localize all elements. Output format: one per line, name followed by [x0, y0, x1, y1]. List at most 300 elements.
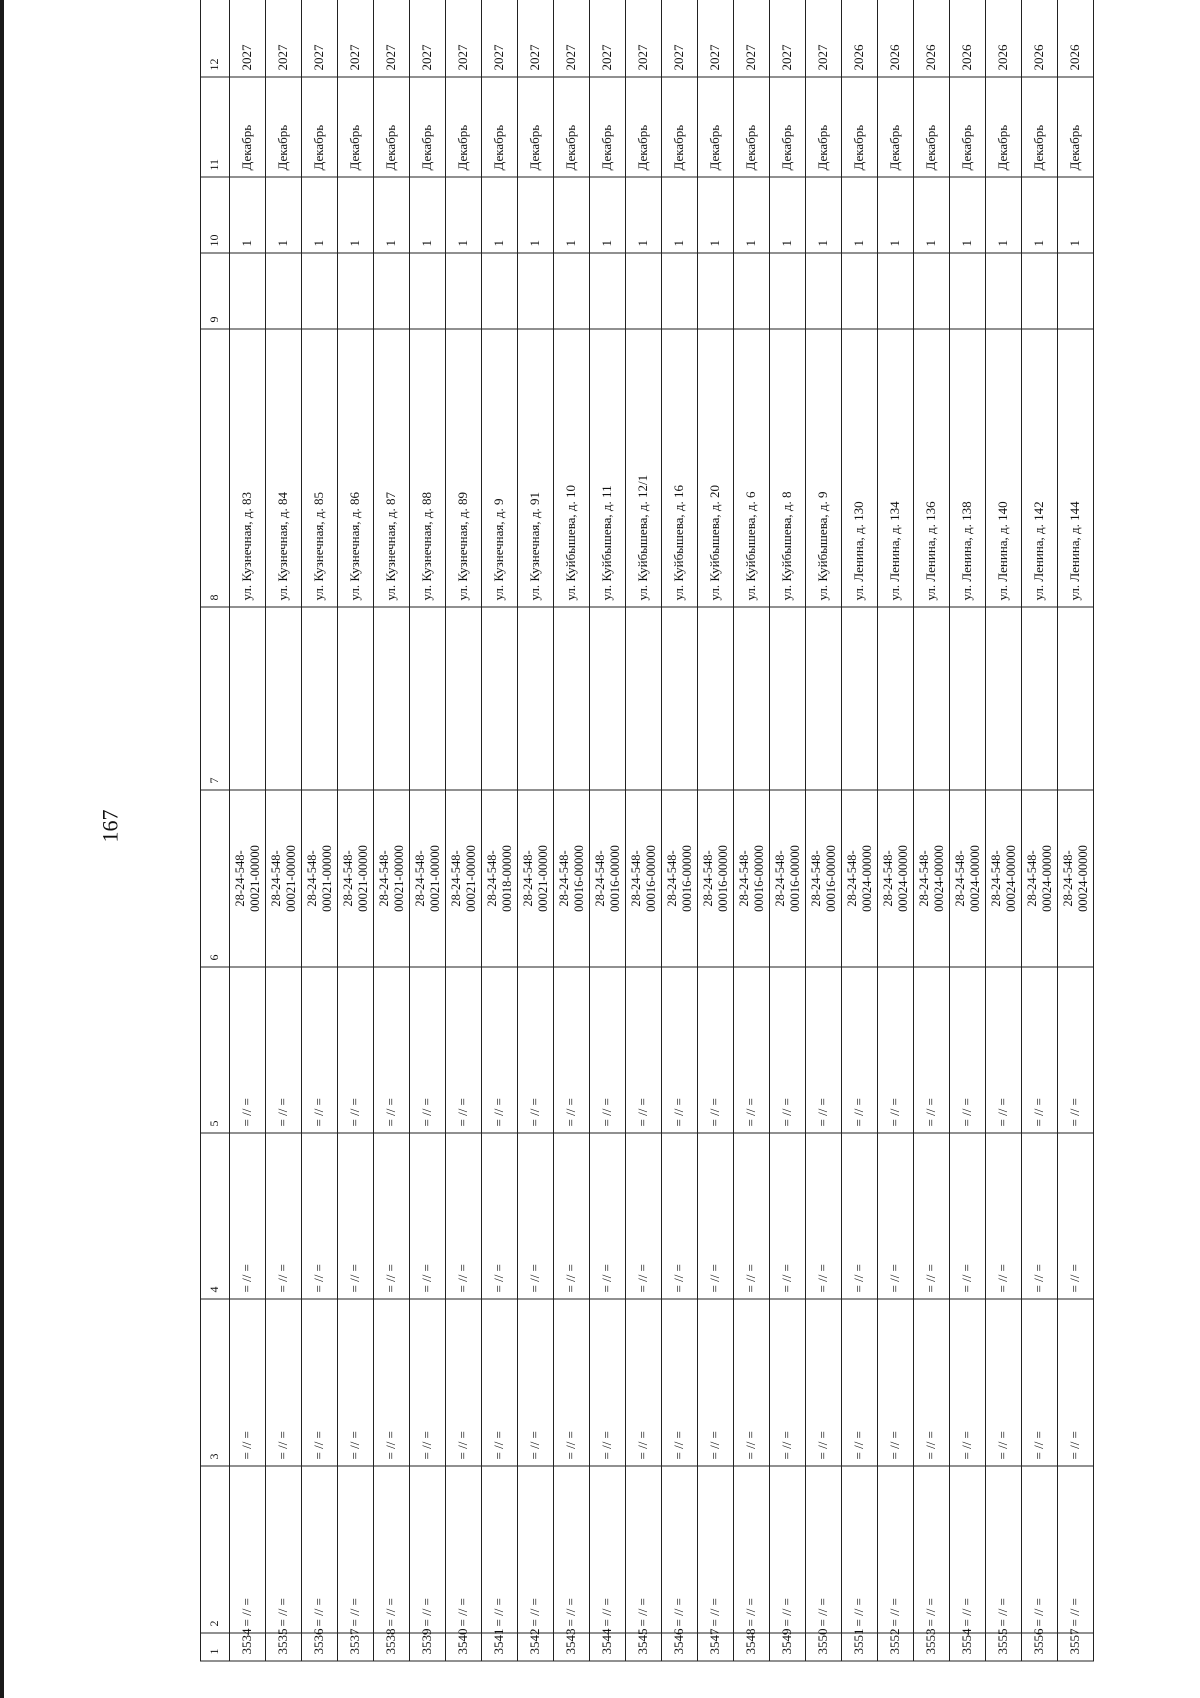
ditto-cell-col5: = // =: [734, 967, 770, 1133]
ditto-cell-col3: = // =: [446, 1299, 482, 1466]
ditto-cell-col2: = // =: [554, 1466, 590, 1633]
ditto-cell-col2: = // =: [302, 1466, 338, 1633]
ditto-cell-col2: = // =: [698, 1466, 734, 1633]
month-cell: Декабрь: [626, 77, 662, 177]
year-cell: 2026: [914, 0, 950, 77]
quantity-cell: 1: [698, 177, 734, 253]
empty-cell-col7: [914, 607, 950, 790]
code-line: 28-24-548-: [449, 850, 464, 907]
row-number-cell: 3538: [374, 1633, 410, 1661]
code-cell: [1058, 790, 1094, 967]
code-cell: [554, 790, 590, 967]
quantity-cell: 1: [986, 177, 1022, 253]
empty-cell-col9: [950, 253, 986, 329]
code-line: 00016-00000: [823, 845, 838, 912]
address-cell: ул. Куйбышева, д. 9: [806, 329, 842, 607]
empty-cell-col7: [338, 607, 374, 790]
quantity-cell: 1: [806, 177, 842, 253]
row-number-cell: 3544: [590, 1633, 626, 1661]
code-line: 00024-00000: [1075, 845, 1090, 912]
code-line: 28-24-548-: [953, 850, 968, 907]
year-cell: 2027: [626, 0, 662, 77]
row-number-cell: 3534: [230, 1633, 266, 1661]
ditto-cell-col2: = // =: [266, 1466, 302, 1633]
column-header-1: 1: [201, 1633, 230, 1661]
address-cell: ул. Ленина, д. 142: [1022, 329, 1058, 607]
ditto-cell-col3: = // =: [482, 1299, 518, 1466]
code-line: 00021-00000: [391, 845, 406, 912]
year-cell: 2027: [482, 0, 518, 77]
column-header-9: 9: [201, 253, 230, 329]
ditto-cell-col2: = // =: [878, 1466, 914, 1633]
month-cell: Декабрь: [950, 77, 986, 177]
quantity-cell: 1: [590, 177, 626, 253]
column-header-8: 8: [201, 329, 230, 607]
ditto-cell-col4: = // =: [806, 1133, 842, 1299]
ditto-cell-col3: = // =: [266, 1299, 302, 1466]
table-row: [842, 0, 878, 1661]
column-header-11: 11: [201, 77, 230, 177]
code-line: 28-24-548-: [737, 850, 752, 907]
address-cell: ул. Ленина, д. 138: [950, 329, 986, 607]
scan-edge: [0, 0, 4, 1698]
code-line: 28-24-548-: [341, 850, 356, 907]
ditto-cell-col2: = // =: [950, 1466, 986, 1633]
table-row: [554, 0, 590, 1661]
code-line: 00021-00000: [355, 845, 370, 912]
empty-cell-col9: [698, 253, 734, 329]
ditto-cell-col2: = // =: [482, 1466, 518, 1633]
code-line: 00016-00000: [751, 845, 766, 912]
ditto-cell-col5: = // =: [446, 967, 482, 1133]
year-cell: 2026: [950, 0, 986, 77]
ditto-cell-col5: = // =: [554, 967, 590, 1133]
page-number: [97, 806, 122, 846]
code-line: 00024-00000: [931, 845, 946, 912]
table-row: [1058, 0, 1094, 1661]
ditto-cell-col3: = // =: [1058, 1299, 1094, 1466]
empty-cell-col9: [878, 253, 914, 329]
year-cell: 2027: [230, 0, 266, 77]
year-cell: 2027: [554, 0, 590, 77]
ditto-cell-col3: = // =: [806, 1299, 842, 1466]
month-cell: Декабрь: [410, 77, 446, 177]
row-number-cell: 3550: [806, 1633, 842, 1661]
ditto-cell-col5: = // =: [698, 967, 734, 1133]
empty-cell-col9: [986, 253, 1022, 329]
code-line: 28-24-548-: [917, 850, 932, 907]
ditto-cell-col2: = // =: [806, 1466, 842, 1633]
quantity-cell: 1: [842, 177, 878, 253]
empty-cell-col7: [878, 607, 914, 790]
ditto-cell-col2: = // =: [986, 1466, 1022, 1633]
month-cell: Декабрь: [302, 77, 338, 177]
month-cell: Декабрь: [662, 77, 698, 177]
ditto-cell-col4: = // =: [230, 1133, 266, 1299]
year-cell: 2027: [410, 0, 446, 77]
table-row: [626, 0, 662, 1661]
empty-cell-col7: [1022, 607, 1058, 790]
table-row: [950, 0, 986, 1661]
code-line: 28-24-548-: [809, 850, 824, 907]
code-line: 28-24-548-: [269, 850, 284, 907]
ditto-cell-col4: = // =: [338, 1133, 374, 1299]
ditto-cell-col4: = // =: [986, 1133, 1022, 1299]
ditto-cell-col5: = // =: [662, 967, 698, 1133]
empty-cell-col9: [806, 253, 842, 329]
table-row: [230, 0, 266, 1661]
table-row: [590, 0, 626, 1661]
year-cell: 2026: [842, 0, 878, 77]
year-cell: 2026: [986, 0, 1022, 77]
empty-cell-col7: [842, 607, 878, 790]
empty-cell-col9: [914, 253, 950, 329]
code-cell: [482, 790, 518, 967]
ditto-cell-col5: = // =: [842, 967, 878, 1133]
ditto-cell-col5: = // =: [1058, 967, 1094, 1133]
ditto-cell-col5: = // =: [518, 967, 554, 1133]
month-cell: Декабрь: [1022, 77, 1058, 177]
month-cell: Декабрь: [806, 77, 842, 177]
ditto-cell-col5: = // =: [770, 967, 806, 1133]
ditto-cell-col5: = // =: [626, 967, 662, 1133]
table-row: [878, 0, 914, 1661]
row-number-cell: 3548: [734, 1633, 770, 1661]
ditto-cell-col3: = // =: [626, 1299, 662, 1466]
address-cell: ул. Кузнечная, д. 89: [446, 329, 482, 607]
ditto-cell-col2: = // =: [626, 1466, 662, 1633]
code-line: 28-24-548-: [485, 850, 500, 907]
quantity-cell: 1: [410, 177, 446, 253]
table-row: [410, 0, 446, 1661]
address-cell: ул. Ленина, д. 130: [842, 329, 878, 607]
row-number-cell: 3553: [914, 1633, 950, 1661]
empty-cell-col7: [1058, 607, 1094, 790]
address-cell: ул. Ленина, д. 144: [1058, 329, 1094, 607]
ditto-cell-col3: = // =: [662, 1299, 698, 1466]
month-cell: Декабрь: [374, 77, 410, 177]
code-cell: [266, 790, 302, 967]
code-line: 28-24-548-: [629, 850, 644, 907]
empty-cell-col7: [230, 607, 266, 790]
row-number-cell: 3547: [698, 1633, 734, 1661]
empty-cell-col9: [662, 253, 698, 329]
ditto-cell-col2: = // =: [518, 1466, 554, 1633]
code-line: 00024-00000: [1039, 845, 1054, 912]
address-cell: ул. Куйбышева, д. 10: [554, 329, 590, 607]
code-cell: [770, 790, 806, 967]
ditto-cell-col2: = // =: [230, 1466, 266, 1633]
code-line: 00016-00000: [787, 845, 802, 912]
year-cell: 2027: [662, 0, 698, 77]
row-number-cell: 3537: [338, 1633, 374, 1661]
column-header-7: 7: [201, 607, 230, 790]
table-row: [518, 0, 554, 1661]
quantity-cell: 1: [554, 177, 590, 253]
code-line: 00021-00000: [247, 845, 262, 912]
address-cell: ул. Куйбышева, д. 12/1: [626, 329, 662, 607]
code-cell: [986, 790, 1022, 967]
empty-cell-col9: [734, 253, 770, 329]
ditto-cell-col2: = // =: [1022, 1466, 1058, 1633]
address-cell: ул. Ленина, д. 136: [914, 329, 950, 607]
empty-cell-col7: [626, 607, 662, 790]
code-cell: [626, 790, 662, 967]
code-line: 28-24-548-: [305, 850, 320, 907]
quantity-cell: 1: [734, 177, 770, 253]
code-line: 00024-00000: [1003, 845, 1018, 912]
code-line: 00021-00000: [319, 845, 334, 912]
ditto-cell-col2: = // =: [734, 1466, 770, 1633]
quantity-cell: 1: [266, 177, 302, 253]
table-header-row: [201, 0, 230, 1661]
empty-cell-col7: [950, 607, 986, 790]
table-row: [986, 0, 1022, 1661]
month-cell: Декабрь: [590, 77, 626, 177]
address-cell: ул. Кузнечная, д. 87: [374, 329, 410, 607]
ditto-cell-col3: = // =: [338, 1299, 374, 1466]
quantity-cell: 1: [518, 177, 554, 253]
page-number-text: 167: [97, 809, 122, 843]
code-line: 28-24-548-: [773, 850, 788, 907]
quantity-cell: 1: [446, 177, 482, 253]
month-cell: Декабрь: [518, 77, 554, 177]
ditto-cell-col2: = // =: [338, 1466, 374, 1633]
empty-cell-col9: [302, 253, 338, 329]
code-line: 00016-00000: [607, 845, 622, 912]
row-number-cell: 3552: [878, 1633, 914, 1661]
empty-cell-col9: [770, 253, 806, 329]
empty-cell-col9: [1058, 253, 1094, 329]
address-cell: ул. Кузнечная, д. 85: [302, 329, 338, 607]
row-number-cell: 3535: [266, 1633, 302, 1661]
empty-cell-col7: [554, 607, 590, 790]
code-cell: [338, 790, 374, 967]
empty-cell-col7: [734, 607, 770, 790]
quantity-cell: 1: [302, 177, 338, 253]
code-line: 00021-00000: [283, 845, 298, 912]
code-line: 00018-00000: [499, 845, 514, 912]
table-row: [806, 0, 842, 1661]
ditto-cell-col4: = // =: [770, 1133, 806, 1299]
code-cell: [1022, 790, 1058, 967]
code-line: 28-24-548-: [881, 850, 896, 907]
month-cell: Декабрь: [482, 77, 518, 177]
year-cell: 2027: [806, 0, 842, 77]
ditto-cell-col3: = // =: [698, 1299, 734, 1466]
document-sheet: [200, 44, 1094, 1655]
quantity-cell: 1: [662, 177, 698, 253]
address-cell: ул. Куйбышева, д. 20: [698, 329, 734, 607]
code-line: 00016-00000: [643, 845, 658, 912]
ditto-cell-col3: = // =: [1022, 1299, 1058, 1466]
row-number-cell: 3556: [1022, 1633, 1058, 1661]
empty-cell-col9: [554, 253, 590, 329]
month-cell: Декабрь: [878, 77, 914, 177]
year-cell: 2027: [770, 0, 806, 77]
code-line: 00016-00000: [715, 845, 730, 912]
ditto-cell-col2: = // =: [446, 1466, 482, 1633]
ditto-cell-col3: = // =: [554, 1299, 590, 1466]
year-cell: 2027: [374, 0, 410, 77]
register-table: [200, 0, 1094, 1662]
code-line: 00021-00000: [463, 845, 478, 912]
table-body: [230, 0, 1094, 1661]
table-row: [446, 0, 482, 1661]
ditto-cell-col4: = // =: [734, 1133, 770, 1299]
ditto-cell-col2: = // =: [374, 1466, 410, 1633]
ditto-cell-col4: = // =: [302, 1133, 338, 1299]
ditto-cell-col3: = // =: [374, 1299, 410, 1466]
code-line: 28-24-548-: [593, 850, 608, 907]
ditto-cell-col4: = // =: [410, 1133, 446, 1299]
empty-cell-col7: [482, 607, 518, 790]
ditto-cell-col4: = // =: [266, 1133, 302, 1299]
row-number-cell: 3557: [1058, 1633, 1094, 1661]
row-number-cell: 3539: [410, 1633, 446, 1661]
ditto-cell-col4: = // =: [842, 1133, 878, 1299]
ditto-cell-col3: = // =: [842, 1299, 878, 1466]
code-line: 28-24-548-: [1025, 850, 1040, 907]
empty-cell-col7: [662, 607, 698, 790]
month-cell: Декабрь: [842, 77, 878, 177]
row-number-cell: 3554: [950, 1633, 986, 1661]
code-cell: [374, 790, 410, 967]
year-cell: 2026: [878, 0, 914, 77]
table-row: [662, 0, 698, 1661]
month-cell: Декабрь: [446, 77, 482, 177]
empty-cell-col9: [410, 253, 446, 329]
column-header-5: 5: [201, 967, 230, 1133]
empty-cell-col7: [266, 607, 302, 790]
ditto-cell-col2: = // =: [1058, 1466, 1094, 1633]
empty-cell-col7: [986, 607, 1022, 790]
ditto-cell-col5: = // =: [950, 967, 986, 1133]
empty-cell-col9: [590, 253, 626, 329]
ditto-cell-col2: = // =: [410, 1466, 446, 1633]
address-cell: ул. Кузнечная, д. 83: [230, 329, 266, 607]
ditto-cell-col5: = // =: [986, 967, 1022, 1133]
ditto-cell-col5: = // =: [878, 967, 914, 1133]
table-row: [338, 0, 374, 1661]
year-cell: 2026: [1022, 0, 1058, 77]
empty-cell-col7: [806, 607, 842, 790]
empty-cell-col9: [842, 253, 878, 329]
code-line: 00021-00000: [535, 845, 550, 912]
ditto-cell-col4: = // =: [482, 1133, 518, 1299]
ditto-cell-col3: = // =: [410, 1299, 446, 1466]
ditto-cell-col5: = // =: [266, 967, 302, 1133]
row-number-cell: 3540: [446, 1633, 482, 1661]
table-row: [1022, 0, 1058, 1661]
ditto-cell-col4: = // =: [878, 1133, 914, 1299]
address-cell: ул. Кузнечная, д. 9: [482, 329, 518, 607]
empty-cell-col7: [590, 607, 626, 790]
ditto-cell-col3: = // =: [950, 1299, 986, 1466]
code-line: 28-24-548-: [233, 850, 248, 907]
address-cell: ул. Кузнечная, д. 86: [338, 329, 374, 607]
ditto-cell-col2: = // =: [914, 1466, 950, 1633]
table-row: [770, 0, 806, 1661]
empty-cell-col9: [230, 253, 266, 329]
code-line: 28-24-548-: [989, 850, 1004, 907]
ditto-cell-col5: = // =: [230, 967, 266, 1133]
row-number-cell: 3536: [302, 1633, 338, 1661]
code-line: 00024-00000: [895, 845, 910, 912]
ditto-cell-col2: = // =: [662, 1466, 698, 1633]
empty-cell-col7: [410, 607, 446, 790]
address-cell: ул. Кузнечная, д. 84: [266, 329, 302, 607]
ditto-cell-col4: = // =: [914, 1133, 950, 1299]
table-row: [302, 0, 338, 1661]
code-line: 00024-00000: [967, 845, 982, 912]
ditto-cell-col3: = // =: [734, 1299, 770, 1466]
table-row: [734, 0, 770, 1661]
ditto-cell-col5: = // =: [914, 967, 950, 1133]
column-header-2: 2: [201, 1466, 230, 1633]
ditto-cell-col3: = // =: [230, 1299, 266, 1466]
code-line: 00016-00000: [679, 845, 694, 912]
ditto-cell-col4: = // =: [1022, 1133, 1058, 1299]
empty-cell-col9: [518, 253, 554, 329]
ditto-cell-col2: = // =: [770, 1466, 806, 1633]
code-line: 28-24-548-: [557, 850, 572, 907]
quantity-cell: 1: [482, 177, 518, 253]
row-number-cell: 3541: [482, 1633, 518, 1661]
ditto-cell-col4: = // =: [950, 1133, 986, 1299]
quantity-cell: 1: [950, 177, 986, 253]
address-cell: ул. Куйбышева, д. 6: [734, 329, 770, 607]
month-cell: Декабрь: [266, 77, 302, 177]
year-cell: 2027: [590, 0, 626, 77]
row-number-cell: 3546: [662, 1633, 698, 1661]
code-line: 28-24-548-: [845, 850, 860, 907]
empty-cell-col9: [266, 253, 302, 329]
ditto-cell-col3: = // =: [302, 1299, 338, 1466]
quantity-cell: 1: [878, 177, 914, 253]
quantity-cell: 1: [914, 177, 950, 253]
code-cell: [950, 790, 986, 967]
quantity-cell: 1: [1022, 177, 1058, 253]
year-cell: 2027: [446, 0, 482, 77]
ditto-cell-col5: = // =: [410, 967, 446, 1133]
ditto-cell-col4: = // =: [1058, 1133, 1094, 1299]
table-row: [374, 0, 410, 1661]
code-cell: [698, 790, 734, 967]
month-cell: Декабрь: [1058, 77, 1094, 177]
quantity-cell: 1: [374, 177, 410, 253]
column-header-12: 12: [201, 0, 230, 77]
row-number-cell: 3545: [626, 1633, 662, 1661]
ditto-cell-col4: = // =: [626, 1133, 662, 1299]
table-row: [266, 0, 302, 1661]
code-cell: [806, 790, 842, 967]
ditto-cell-col4: = // =: [554, 1133, 590, 1299]
table-row: [914, 0, 950, 1661]
year-cell: 2027: [734, 0, 770, 77]
ditto-cell-col5: = // =: [302, 967, 338, 1133]
code-cell: [662, 790, 698, 967]
ditto-cell-col3: = // =: [986, 1299, 1022, 1466]
quantity-cell: 1: [338, 177, 374, 253]
month-cell: Декабрь: [734, 77, 770, 177]
code-cell: [878, 790, 914, 967]
empty-cell-col7: [698, 607, 734, 790]
quantity-cell: 1: [230, 177, 266, 253]
ditto-cell-col4: = // =: [590, 1133, 626, 1299]
empty-cell-col9: [1022, 253, 1058, 329]
empty-cell-col7: [302, 607, 338, 790]
